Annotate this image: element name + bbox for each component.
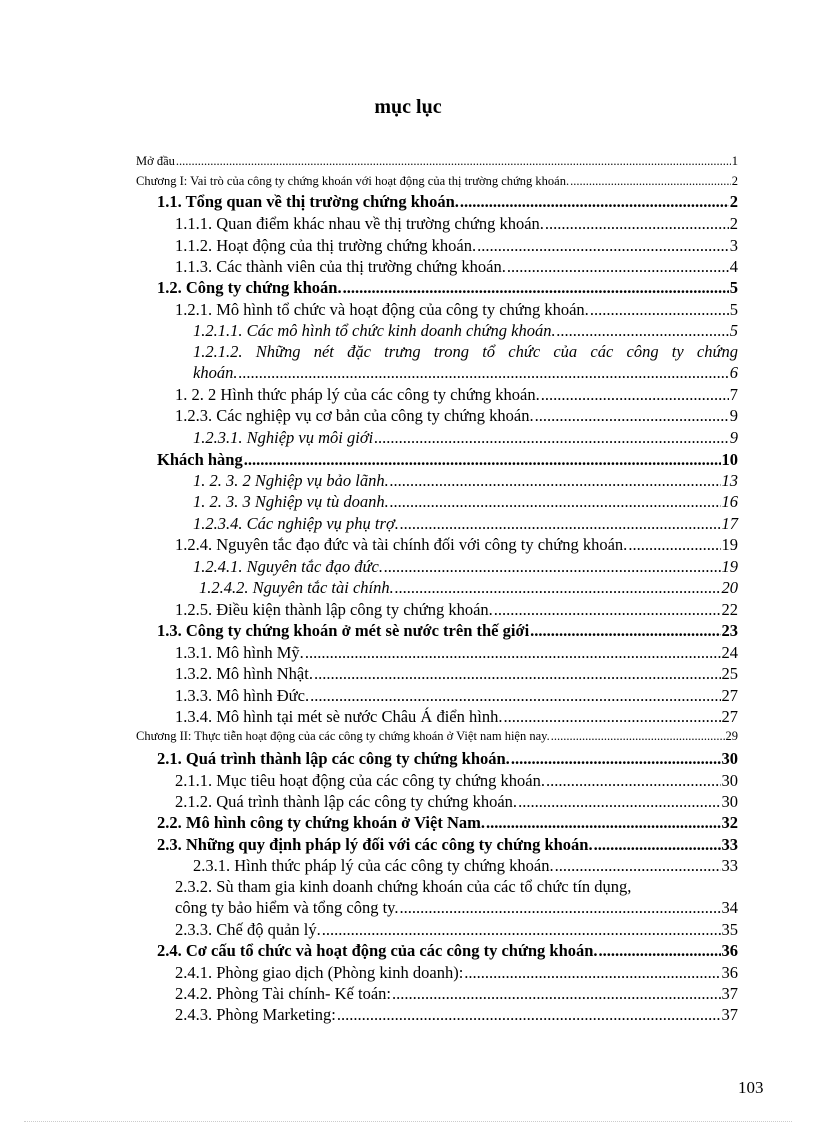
toc-label: 1.2.5. Điều kiện thành lập công ty chứng khoán.: [175, 600, 493, 619]
toc-entry-1-2-3[interactable]: [175, 406, 738, 426]
toc-entry-1-3-2[interactable]: [175, 664, 738, 684]
toc-label: 1.1.3. Các thành viên của thị trường chứng khoán.: [175, 257, 506, 276]
toc-entry-1-2-3-2[interactable]: [193, 471, 738, 491]
toc-entry-1-3-3[interactable]: [175, 686, 738, 706]
toc-label: 1.3.3. Mô hình Đức.: [175, 686, 310, 705]
toc-page: 16: [721, 492, 738, 511]
toc-page: 19: [721, 535, 738, 554]
page-title: mục lục: [374, 96, 442, 118]
toc-page: 1: [731, 154, 738, 168]
toc-leader: [305, 643, 721, 663]
toc-label: 1.1.1. Quan điểm khác nhau về thị trường chứng khoán.: [175, 214, 544, 233]
toc-entry-2-3-2-line1[interactable]: 2.3.2. Sù tham gia kinh doanh chứng khoán của các tổ chức tín dụng,: [175, 877, 632, 896]
toc-entry-2-4-3[interactable]: [175, 1005, 738, 1025]
toc-entry-1-3[interactable]: [157, 621, 738, 641]
toc-leader: [400, 514, 721, 534]
toc-page: 13: [721, 471, 738, 490]
toc-label: 1. 2. 3. 3 Nghiệp vụ tù doanh.: [193, 492, 389, 511]
toc-leader: [518, 792, 720, 812]
toc-label: Chương I: Vai trò của công ty chứng khoán với hoạt động của thị trường chứng khoán.: [136, 174, 570, 188]
page-number: 103: [738, 1078, 764, 1097]
toc-label: 2.3. Những quy định pháp lý đối với các công ty chứng khoán.: [157, 835, 593, 854]
toc-label: 2.3.1. Hình thức pháp lý của các công ty chứng khoán.: [193, 856, 554, 875]
toc-page: 9: [729, 406, 738, 425]
toc-label: 2.4.2. Phòng Tài chính- Kế toán:: [175, 984, 391, 1003]
page-bottom-divider: [24, 1121, 792, 1122]
toc-entry-1-3-1[interactable]: [175, 643, 738, 663]
toc-leader: [384, 557, 720, 577]
toc-page: 30: [721, 771, 738, 790]
toc-entry-1-1-1[interactable]: [175, 214, 738, 234]
toc-page: 9: [729, 428, 738, 447]
toc-entry-1-2-1-2-line1[interactable]: 1.2.1.2. Những nét đặc trưng trong tổ chức của các công ty chứng: [193, 342, 738, 361]
toc-label: 2.1.1. Mục tiêu hoạt động của các công ty chứng khoán.: [175, 771, 546, 790]
toc-label: 2.1.2. Quá trình thành lập các công ty chứng khoán.: [175, 792, 518, 811]
toc-leader: [541, 385, 729, 405]
toc-entry-1-2[interactable]: [157, 278, 738, 298]
toc-page: 20: [721, 578, 738, 597]
toc-entry-1-1-2[interactable]: [175, 236, 738, 256]
toc-leader: [486, 813, 721, 833]
toc-label: 1.2.1. Mô hình tổ chức và hoạt động của công ty chứng khoán.: [175, 300, 589, 319]
toc-leader: [390, 492, 721, 512]
toc-page: 5: [729, 300, 738, 319]
toc-leader: [546, 771, 720, 791]
toc-entry-1-1[interactable]: [157, 192, 738, 212]
toc-label: 1.1. Tổng quan về thị trường chứng khoán.: [157, 192, 459, 211]
toc-page: 5: [729, 278, 738, 297]
toc-leader: [399, 898, 720, 918]
toc-page: 24: [721, 643, 738, 662]
toc-page: 19: [721, 557, 738, 576]
toc-label: Mở đầu: [136, 154, 175, 168]
toc-leader: [599, 941, 721, 961]
toc-page: 7: [729, 385, 738, 404]
toc-page: 27: [721, 686, 738, 705]
toc-leader: [392, 984, 721, 1004]
toc-leader: [570, 174, 731, 189]
toc-leader: [545, 214, 729, 234]
toc-label: 1.3. Công ty chứng khoán ở mét sè nước trên thế giới: [157, 621, 530, 640]
toc-label: 2.1. Quá trình thành lập các công ty chứng khoán.: [157, 749, 510, 768]
toc-entry-2-3[interactable]: [157, 835, 738, 855]
toc-page: 34: [721, 898, 738, 917]
toc-entry-2-4-2[interactable]: [175, 984, 738, 1004]
toc-label: 1.2.3.4. Các nghiệp vụ phụ trợ.: [193, 514, 399, 533]
toc-page: 36: [721, 963, 738, 982]
toc-page: 2: [731, 174, 738, 188]
toc-leader: [395, 578, 721, 598]
toc-leader: [590, 300, 729, 320]
toc-entry-1-2-4-2[interactable]: [199, 578, 738, 598]
toc-label: 2.4.1. Phòng giao dịch (Phòng kinh doanh):: [175, 963, 464, 982]
toc-label: 1. 2. 2 Hình thức pháp lý của các công ty chứng khoán.: [175, 385, 540, 404]
toc-leader: [310, 686, 720, 706]
toc-leader: [530, 621, 720, 641]
toc-page: 27: [721, 707, 738, 726]
toc-label: 2.2. Mô hình công ty chứng khoán ở Việt Nam.: [157, 813, 485, 832]
toc-entry-1-3-4[interactable]: [175, 707, 738, 727]
toc-entry-1-2-5[interactable]: [175, 600, 738, 620]
toc-page: 10: [721, 450, 738, 469]
toc-entry-2-3-3[interactable]: [175, 920, 738, 940]
toc-entry-1-2-3-4[interactable]: [193, 514, 738, 534]
toc-leader: [535, 406, 729, 426]
toc-page: 3: [729, 236, 738, 255]
toc-page: 32: [721, 813, 738, 832]
toc-entry-2-1-1[interactable]: [175, 771, 738, 791]
toc-leader: [374, 428, 729, 448]
toc-leader: [343, 278, 729, 298]
toc-page: 35: [721, 920, 738, 939]
toc-label: 1.2.1.1. Các mô hình tổ chức kinh doanh chứng khoán.: [193, 321, 556, 340]
toc-entry-2-4[interactable]: [157, 941, 738, 961]
toc-label: 1.3.1. Mô hình Mỹ.: [175, 643, 304, 662]
toc-label: Chương II: Thực tiễn hoạt động của các công ty chứng khoán ở Việt nam hiện nay.: [136, 729, 550, 743]
toc-leader: [555, 856, 721, 876]
toc-entry-chuong-2[interactable]: [136, 729, 738, 744]
toc-entry-chuong-1[interactable]: [136, 174, 738, 189]
toc-label: 1.2.3.1. Nghiệp vụ môi giới: [193, 428, 374, 447]
toc-page: 23: [721, 621, 738, 640]
toc-leader: [337, 1005, 721, 1025]
toc-page: 4: [729, 257, 738, 276]
toc-leader: [494, 600, 721, 620]
toc-label: 2.3.3. Chế độ quản lý.: [175, 920, 321, 939]
toc-page: 5: [729, 321, 738, 340]
toc-leader: [511, 749, 721, 769]
toc-label: 1.3.2. Mô hình Nhật.: [175, 664, 313, 683]
toc-leader: [477, 236, 729, 256]
toc-page: 30: [721, 749, 738, 768]
toc-leader: [460, 192, 729, 212]
toc-label: 1.2.3. Các nghiệp vụ cơ bản của công ty chứng khoán.: [175, 406, 534, 425]
toc-leader: [244, 450, 721, 470]
toc-leader: [503, 707, 720, 727]
toc-entry-mo-dau[interactable]: [136, 154, 738, 169]
toc-page: 17: [721, 514, 738, 533]
toc-page: 2: [729, 192, 738, 211]
toc-entry-2-3-1[interactable]: [193, 856, 738, 876]
toc-entry-2-1[interactable]: [157, 749, 738, 769]
toc-entry-1-1-3[interactable]: [175, 257, 738, 277]
toc-page: 36: [721, 941, 738, 960]
toc-label: 1.2.4. Nguyên tắc đạo đức và tài chính đối với công ty chứng khoán.: [175, 535, 628, 554]
toc-leader: [507, 257, 729, 277]
toc-label: 2.4.3. Phòng Marketing:: [175, 1005, 336, 1024]
toc-leader: [557, 321, 729, 341]
toc-page: 37: [721, 984, 738, 1003]
toc-entry-2-2[interactable]: [157, 813, 738, 833]
toc-label: 2.4. Cơ cấu tổ chức và hoạt động của các công ty chứng khoán.: [157, 941, 598, 960]
toc-entry-1-2-1-2[interactable]: [193, 363, 738, 383]
toc-page: 33: [721, 856, 738, 875]
toc-entry-1-2-4[interactable]: [175, 535, 738, 555]
toc-entry-1-2-4-1[interactable]: [193, 557, 738, 577]
toc-label: 1. 2. 3. 2 Nghiệp vụ bảo lãnh.: [193, 471, 389, 490]
toc-page: 2: [729, 214, 738, 233]
toc-leader: [594, 835, 721, 855]
toc-entry-2-1-2[interactable]: [175, 792, 738, 812]
toc-entry-1-2-3-1[interactable]: [193, 428, 738, 448]
toc-page: 29: [725, 729, 738, 743]
toc-page: 22: [721, 600, 738, 619]
toc-entry-1-2-1-1[interactable]: [193, 321, 738, 341]
toc-leader: [628, 535, 720, 555]
toc-page: 33: [721, 835, 738, 854]
toc-label: 1.2.4.2. Nguyên tắc tài chính.: [199, 578, 394, 597]
toc-leader: [238, 363, 728, 383]
toc-leader: [322, 920, 721, 940]
toc-entry-1-2-3-3[interactable]: [193, 492, 738, 512]
toc-label: công ty bảo hiểm và tổng công ty.: [175, 898, 399, 917]
toc-entry-1-2-1[interactable]: [175, 300, 738, 320]
toc-leader: [551, 729, 725, 744]
toc-leader: [176, 154, 731, 169]
toc-leader: [464, 963, 720, 983]
toc-page: 25: [721, 664, 738, 683]
toc-page: 6: [729, 363, 738, 382]
toc-entry-2-4-1[interactable]: [175, 963, 738, 983]
toc-label: 1.2. Công ty chứng khoán.: [157, 278, 342, 297]
toc-leader: [314, 664, 721, 684]
toc-page: 37: [721, 1005, 738, 1024]
toc-label: 1.3.4. Mô hình tại mét sè nước Châu Á điển hình.: [175, 707, 503, 726]
toc-label: 1.2.4.1. Nguyên tắc đạo đức.: [193, 557, 384, 576]
toc-entry-2-3-2[interactable]: [175, 898, 738, 918]
toc-leader: [390, 471, 721, 491]
toc-entry-khach-hang[interactable]: [157, 450, 738, 470]
toc-label: Khách hàng: [157, 450, 243, 469]
toc-entry-1-2-2[interactable]: [175, 385, 738, 405]
toc-label: khoán.: [193, 363, 238, 382]
toc-page: 30: [721, 792, 738, 811]
toc-label: 1.1.2. Hoạt động của thị trường chứng khoán.: [175, 236, 477, 255]
